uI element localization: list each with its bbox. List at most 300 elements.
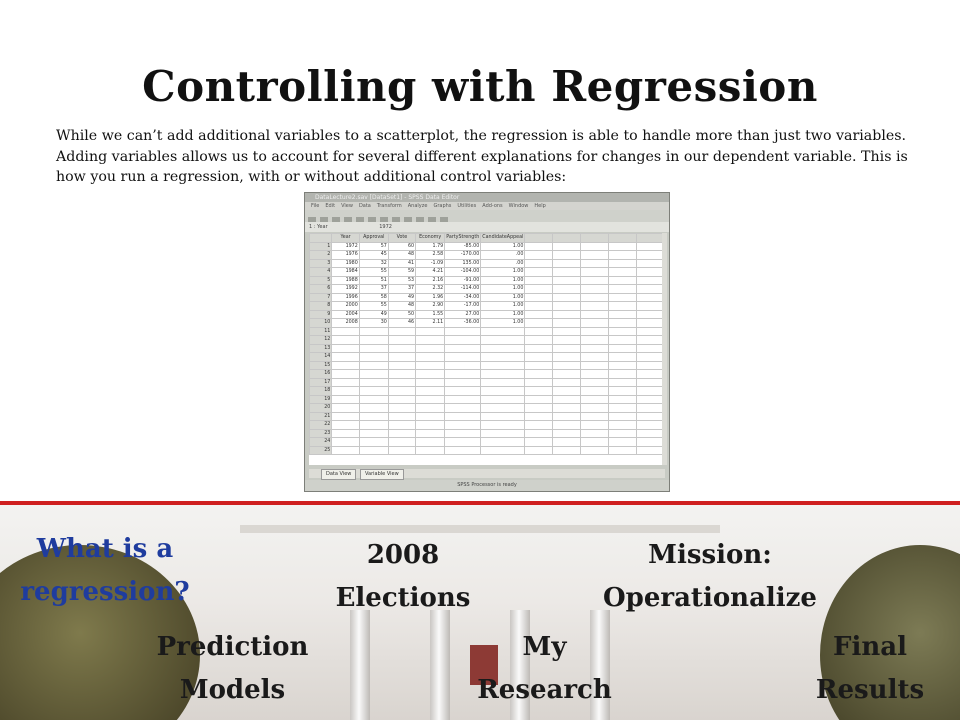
column — [350, 610, 370, 720]
empty-cell — [553, 276, 581, 285]
empty-cell — [609, 242, 637, 251]
table-cell — [332, 361, 359, 370]
table-cell — [388, 412, 415, 421]
table-cell: 49 — [388, 293, 415, 302]
table-cell — [416, 361, 445, 370]
table-cell: -17.00 — [445, 302, 481, 311]
column-header: Year — [332, 234, 359, 243]
table-cell — [388, 438, 415, 447]
empty-cell — [609, 319, 637, 328]
empty-cell — [581, 361, 609, 370]
table-cell: 37 — [359, 285, 388, 294]
empty-cell — [553, 387, 581, 396]
empty-cell — [637, 268, 665, 277]
table-cell — [416, 395, 445, 404]
empty-cell — [525, 293, 553, 302]
row-number: 12 — [310, 336, 332, 345]
table-cell: 27.00 — [445, 310, 481, 319]
table-cell: 1.00 — [481, 276, 525, 285]
table-cell — [359, 353, 388, 362]
empty-cell — [525, 259, 553, 268]
table-cell: 2000 — [332, 302, 359, 311]
table-cell: 1.79 — [416, 242, 445, 251]
table-cell — [388, 446, 415, 455]
table-row — [310, 421, 665, 430]
row-number: 7 — [310, 293, 332, 302]
empty-cell — [525, 412, 553, 421]
empty-cell — [525, 378, 553, 387]
table-cell — [332, 327, 359, 336]
spss-status-bar: SPSS Processor is ready — [305, 480, 669, 491]
empty-column-header — [525, 234, 553, 243]
row-number: 3 — [310, 259, 332, 268]
empty-cell — [553, 378, 581, 387]
table-cell — [445, 438, 481, 447]
table-cell: 58 — [359, 293, 388, 302]
empty-cell — [553, 344, 581, 353]
table-cell — [481, 336, 525, 345]
spss-menu-item: View — [341, 203, 353, 209]
empty-cell — [637, 276, 665, 285]
table-cell: 1976 — [332, 251, 359, 260]
table-cell — [481, 327, 525, 336]
table-cell — [332, 370, 359, 379]
empty-cell — [609, 370, 637, 379]
table-cell — [359, 438, 388, 447]
row-number: 13 — [310, 344, 332, 353]
table-cell: 1.00 — [481, 302, 525, 311]
table-cell — [481, 344, 525, 353]
table-cell — [445, 429, 481, 438]
empty-cell — [525, 319, 553, 328]
table-row — [310, 276, 665, 285]
spss-table — [309, 233, 665, 455]
cell-value: 1972 — [379, 224, 392, 230]
spss-menu-item: File — [311, 203, 320, 209]
empty-cell — [581, 251, 609, 260]
row-number: 1 — [310, 242, 332, 251]
table-cell — [359, 344, 388, 353]
empty-cell — [609, 268, 637, 277]
empty-cell — [581, 302, 609, 311]
spss-vertical-scrollbar — [662, 233, 667, 465]
empty-cell — [637, 395, 665, 404]
table-cell — [388, 378, 415, 387]
table-cell — [445, 412, 481, 421]
empty-cell — [581, 242, 609, 251]
spss-menu-item: Utilities — [457, 203, 477, 209]
table-cell — [332, 446, 359, 455]
empty-cell — [609, 438, 637, 447]
table-cell — [416, 387, 445, 396]
empty-cell — [609, 378, 637, 387]
empty-cell — [581, 327, 609, 336]
table-cell — [445, 336, 481, 345]
table-cell — [416, 412, 445, 421]
row-number: 25 — [310, 446, 332, 455]
empty-cell — [581, 387, 609, 396]
empty-cell — [525, 370, 553, 379]
table-cell — [332, 395, 359, 404]
row-number: 20 — [310, 404, 332, 413]
table-cell — [359, 336, 388, 345]
empty-cell — [553, 285, 581, 294]
table-cell — [481, 446, 525, 455]
table-cell: -85.00 — [445, 242, 481, 251]
empty-cell — [525, 353, 553, 362]
table-cell: 1.00 — [481, 319, 525, 328]
row-number: 24 — [310, 438, 332, 447]
table-cell — [445, 387, 481, 396]
row-number: 16 — [310, 370, 332, 379]
row-number: 9 — [310, 310, 332, 319]
empty-cell — [581, 446, 609, 455]
table-row — [310, 370, 665, 379]
table-cell — [481, 387, 525, 396]
table-cell — [388, 429, 415, 438]
spss-menu-bar — [305, 202, 669, 210]
empty-cell — [637, 319, 665, 328]
empty-cell — [637, 259, 665, 268]
empty-cell — [581, 344, 609, 353]
table-row — [310, 438, 665, 447]
empty-cell — [609, 293, 637, 302]
table-cell: 60 — [388, 242, 415, 251]
table-cell: -104.00 — [445, 268, 481, 277]
empty-cell — [525, 268, 553, 277]
table-row — [310, 412, 665, 421]
empty-cell — [525, 421, 553, 430]
empty-cell — [581, 310, 609, 319]
corner-cell — [310, 234, 332, 243]
spss-window-title: DataLecture2.sav [DataSet1] - SPSS Data Editor — [315, 194, 460, 201]
empty-cell — [637, 421, 665, 430]
empty-cell — [581, 370, 609, 379]
empty-cell — [553, 404, 581, 413]
empty-cell — [525, 285, 553, 294]
empty-cell — [609, 336, 637, 345]
row-number: 21 — [310, 412, 332, 421]
table-cell — [388, 344, 415, 353]
table-cell: 48 — [388, 251, 415, 260]
row-number: 4 — [310, 268, 332, 277]
column-header: CandidateAppeal — [482, 235, 524, 241]
empty-column-header — [637, 234, 665, 243]
table-cell: 1988 — [332, 276, 359, 285]
empty-cell — [637, 387, 665, 396]
table-cell — [445, 370, 481, 379]
spss-data-grid — [309, 233, 665, 465]
table-cell — [481, 378, 525, 387]
table-row — [310, 310, 665, 319]
empty-cell — [609, 327, 637, 336]
table-row — [310, 446, 665, 455]
empty-cell — [581, 412, 609, 421]
table-row — [310, 429, 665, 438]
empty-cell — [525, 302, 553, 311]
empty-cell — [609, 412, 637, 421]
table-cell — [359, 370, 388, 379]
table-cell: 1.00 — [481, 268, 525, 277]
table-cell: -34.00 — [445, 293, 481, 302]
tab-variable-view: Variable View — [360, 469, 404, 480]
table-cell: 4.21 — [416, 268, 445, 277]
table-cell — [445, 327, 481, 336]
spss-toolbar — [305, 210, 669, 222]
empty-cell — [553, 421, 581, 430]
empty-cell — [553, 438, 581, 447]
table-cell — [445, 404, 481, 413]
table-cell: 2.32 — [416, 285, 445, 294]
table-cell: 1.55 — [416, 310, 445, 319]
table-row — [310, 344, 665, 353]
empty-cell — [553, 310, 581, 319]
table-cell — [332, 336, 359, 345]
row-number: 10 — [310, 319, 332, 328]
empty-cell — [525, 446, 553, 455]
empty-cell — [553, 412, 581, 421]
table-cell — [416, 353, 445, 362]
empty-cell — [581, 438, 609, 447]
nav-link-my-research[interactable]: My Research — [477, 632, 612, 705]
table-cell: 46 — [388, 319, 415, 328]
empty-cell — [609, 361, 637, 370]
empty-cell — [637, 251, 665, 260]
row-number: 15 — [310, 361, 332, 370]
table-cell: 1984 — [332, 268, 359, 277]
column-header: Economy — [416, 234, 445, 243]
column-header: PartyStrength — [446, 235, 480, 241]
table-cell — [359, 395, 388, 404]
empty-cell — [525, 429, 553, 438]
empty-cell — [637, 429, 665, 438]
table-cell — [359, 378, 388, 387]
table-cell — [416, 344, 445, 353]
empty-cell — [581, 319, 609, 328]
table-cell: 59 — [388, 268, 415, 277]
empty-cell — [553, 361, 581, 370]
table-cell — [445, 353, 481, 362]
table-cell — [388, 387, 415, 396]
empty-cell — [525, 387, 553, 396]
empty-cell — [525, 395, 553, 404]
empty-cell — [525, 310, 553, 319]
empty-cell — [609, 446, 637, 455]
table-cell — [359, 404, 388, 413]
nav-link-mission-operationalize[interactable]: Mission: Operationalize — [603, 540, 817, 613]
empty-cell — [581, 259, 609, 268]
table-cell — [416, 446, 445, 455]
table-row — [310, 319, 665, 328]
table-cell — [481, 395, 525, 404]
row-number: 6 — [310, 285, 332, 294]
table-cell — [481, 438, 525, 447]
table-cell — [445, 344, 481, 353]
table-row — [310, 327, 665, 336]
empty-cell — [637, 378, 665, 387]
empty-cell — [581, 395, 609, 404]
nav-link-final-results[interactable]: Final Results — [815, 632, 925, 705]
table-cell — [416, 438, 445, 447]
table-row — [310, 336, 665, 345]
table-row — [310, 361, 665, 370]
table-cell — [481, 370, 525, 379]
table-cell: 55 — [359, 302, 388, 311]
empty-cell — [637, 446, 665, 455]
table-cell — [388, 361, 415, 370]
table-cell: .00 — [481, 251, 525, 260]
table-row — [310, 242, 665, 251]
empty-cell — [525, 276, 553, 285]
empty-cell — [637, 242, 665, 251]
roofline — [240, 525, 720, 533]
table-cell — [445, 361, 481, 370]
table-cell — [481, 421, 525, 430]
empty-cell — [553, 302, 581, 311]
empty-cell — [581, 378, 609, 387]
table-cell: 1980 — [332, 259, 359, 268]
empty-cell — [581, 404, 609, 413]
empty-cell — [637, 302, 665, 311]
row-number: 23 — [310, 429, 332, 438]
table-cell — [332, 421, 359, 430]
empty-cell — [581, 421, 609, 430]
row-number: 5 — [310, 276, 332, 285]
table-cell — [332, 438, 359, 447]
table-cell — [332, 378, 359, 387]
table-cell — [388, 404, 415, 413]
table-cell: 48 — [388, 302, 415, 311]
table-cell: 53 — [388, 276, 415, 285]
table-cell — [481, 404, 525, 413]
empty-cell — [553, 353, 581, 362]
spss-view-tabs — [309, 469, 665, 478]
empty-cell — [637, 370, 665, 379]
empty-cell — [553, 336, 581, 345]
table-cell: 57 — [359, 242, 388, 251]
empty-cell — [609, 395, 637, 404]
empty-cell — [609, 251, 637, 260]
row-number: 18 — [310, 387, 332, 396]
nav-link-2008-elections[interactable]: 2008 Elections — [335, 540, 471, 613]
empty-cell — [637, 361, 665, 370]
spss-menu-item: Help — [534, 203, 546, 209]
empty-column-header — [581, 234, 609, 243]
table-cell: 32 — [359, 259, 388, 268]
tab-data-view: Data View — [321, 469, 356, 480]
empty-cell — [553, 319, 581, 328]
table-row — [310, 387, 665, 396]
nav-link-prediction-models[interactable]: Prediction Models — [156, 632, 309, 705]
table-row — [310, 395, 665, 404]
empty-cell — [609, 387, 637, 396]
empty-cell — [525, 336, 553, 345]
table-cell: 1.96 — [416, 293, 445, 302]
column-header: Approval — [359, 234, 388, 243]
empty-cell — [525, 438, 553, 447]
spss-menu-item: Window — [508, 203, 529, 209]
table-cell — [416, 378, 445, 387]
empty-cell — [553, 268, 581, 277]
empty-cell — [553, 251, 581, 260]
column — [430, 610, 450, 720]
empty-cell — [525, 251, 553, 260]
table-cell — [416, 370, 445, 379]
table-cell — [388, 421, 415, 430]
intro-paragraph: While we can’t add additional variables to a scatterplot, the regression is able to handle more than just two variables. Adding variables allows us to account for several different explanations for changes in our dependent variable. This is how you run a regression, with or without additional control variables: — [56, 128, 908, 185]
empty-cell — [581, 268, 609, 277]
table-row — [310, 285, 665, 294]
empty-cell — [637, 336, 665, 345]
empty-cell — [637, 310, 665, 319]
row-number: 19 — [310, 395, 332, 404]
empty-cell — [609, 421, 637, 430]
table-cell — [481, 429, 525, 438]
empty-cell — [581, 293, 609, 302]
table-cell: .00 — [481, 259, 525, 268]
table-cell — [416, 421, 445, 430]
empty-cell — [553, 293, 581, 302]
table-cell: 1992 — [332, 285, 359, 294]
table-cell — [332, 412, 359, 421]
spss-menu-item: Data — [358, 203, 371, 209]
table-cell — [445, 395, 481, 404]
table-row — [310, 302, 665, 311]
empty-cell — [637, 344, 665, 353]
empty-cell — [553, 242, 581, 251]
table-cell — [388, 327, 415, 336]
empty-cell — [553, 446, 581, 455]
table-cell: 37 — [388, 285, 415, 294]
table-cell — [332, 344, 359, 353]
empty-cell — [581, 353, 609, 362]
table-cell: 2004 — [332, 310, 359, 319]
table-cell — [445, 446, 481, 455]
table-cell — [359, 446, 388, 455]
table-cell — [416, 327, 445, 336]
table-cell — [359, 327, 388, 336]
table-cell: 51 — [359, 276, 388, 285]
table-cell: 55 — [359, 268, 388, 277]
spss-menu-item: Analyze — [407, 203, 428, 209]
table-cell: 135.00 — [445, 259, 481, 268]
table-cell — [332, 387, 359, 396]
empty-cell — [609, 310, 637, 319]
row-number: 22 — [310, 421, 332, 430]
empty-cell — [525, 242, 553, 251]
nav-link-what-is-regression[interactable]: What is a regression? — [20, 534, 190, 607]
table-cell — [388, 353, 415, 362]
table-cell — [388, 370, 415, 379]
empty-cell — [609, 404, 637, 413]
empty-cell — [637, 412, 665, 421]
empty-cell — [581, 285, 609, 294]
empty-cell — [637, 438, 665, 447]
empty-cell — [609, 285, 637, 294]
table-cell — [416, 404, 445, 413]
empty-cell — [525, 361, 553, 370]
empty-cell — [609, 259, 637, 268]
table-cell: 2.90 — [416, 302, 445, 311]
empty-cell — [609, 429, 637, 438]
table-cell: -91.00 — [445, 276, 481, 285]
empty-cell — [637, 285, 665, 294]
table-row — [310, 353, 665, 362]
table-row — [310, 268, 665, 277]
table-cell — [359, 387, 388, 396]
table-cell: -36.00 — [445, 319, 481, 328]
empty-cell — [553, 395, 581, 404]
